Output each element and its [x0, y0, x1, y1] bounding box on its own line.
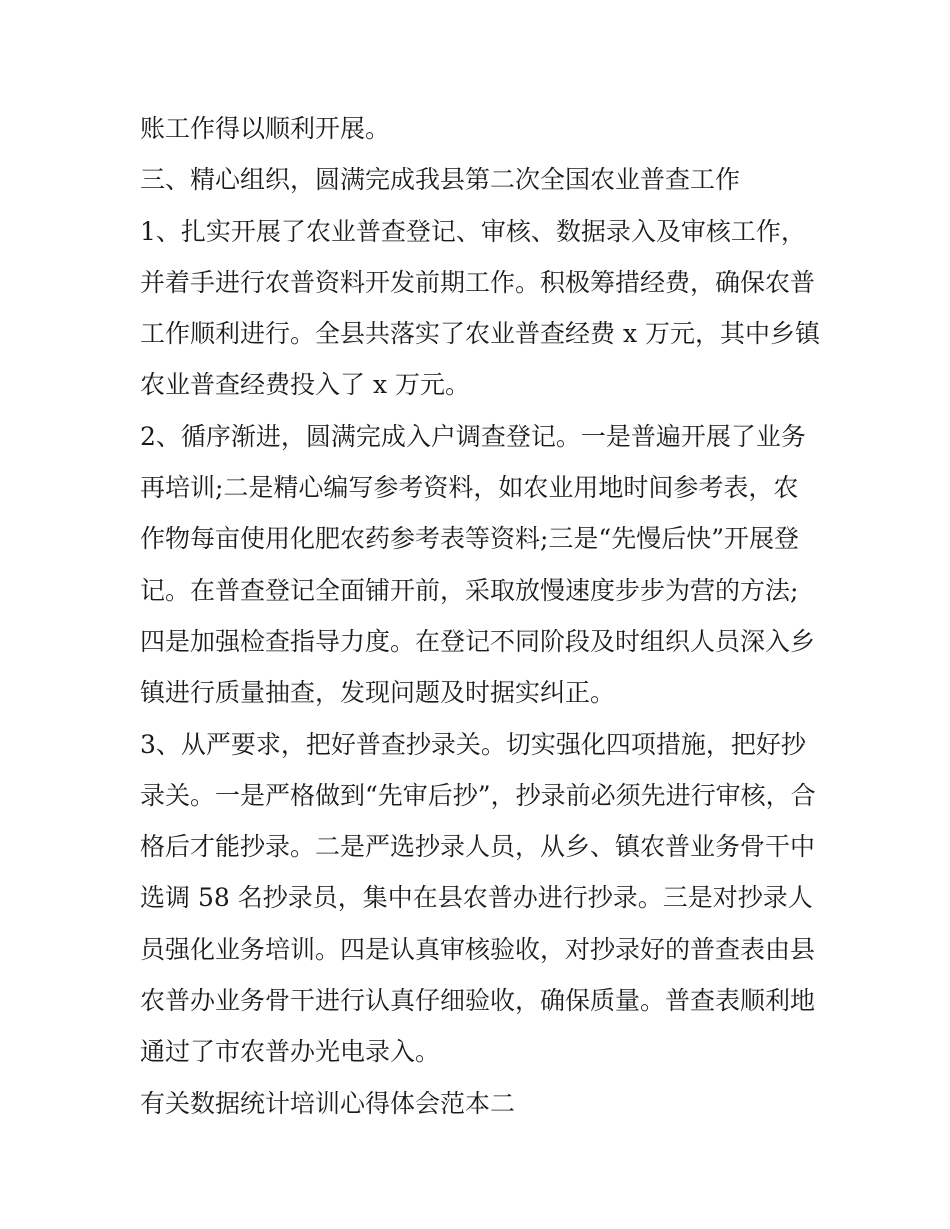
paragraph-3-line: 录关。一是严格做到“先审后抄”，抄录前必须先进行审核，合	[140, 780, 816, 810]
paragraph-1-line: 并着手进行农普资料开发前期工作。积极筹措经费，确保农普	[140, 267, 816, 297]
paragraph-3-line: 3、从严要求，把好普查抄录关。切实强化四项措施，把好抄	[140, 729, 806, 759]
paragraph-3-line: 通过了市农普办光电录入。	[140, 1037, 441, 1067]
paragraph-3-line: 农普办业务骨干进行认真仔细验收，确保质量。普查表顺利地	[140, 986, 816, 1016]
paragraph-2-line: 再培训;二是精心编写参考资料，如农业用地时间参考表，农	[140, 473, 799, 503]
paragraph-2-line: 镇进行质量抽查，发现问题及时据实纠正。	[140, 678, 616, 708]
paragraph-2-line: 作物每亩使用化肥农药参考表等资料;三是“先慢后快”开展登	[140, 524, 799, 554]
paragraph-2-line: 四是加强检查指导力度。在登记不同阶段及时组织人员深入乡	[140, 626, 816, 656]
paragraph-1-line: 农业普查经费投入了 x 万元。	[140, 370, 470, 400]
paragraph-2-line: 记。在普查登记全面铺开前，采取放慢速度步步为营的方法;	[140, 575, 799, 605]
paragraph-3-line: 格后才能抄录。二是严选抄录人员，从乡、镇农普业务骨干中	[140, 832, 816, 862]
text-line: 账工作得以顺利开展。	[140, 114, 391, 143]
paragraph-3-line: 选调 58 名抄录员，集中在县农普办进行抄录。三是对抄录人	[140, 883, 813, 913]
section-heading: 三、精心组织，圆满完成我县第二次全国农业普查工作	[140, 165, 741, 195]
paragraph-1-line: 工作顺利进行。全县共落实了农业普查经费 x 万元，其中乡镇	[140, 319, 820, 349]
paragraph-2-line: 2、循序渐进，圆满完成入户调查登记。一是普遍开展了业务	[140, 421, 806, 451]
paragraph-1-line: 1、扎实开展了农业普查登记、审核、数据录入及审核工作，	[140, 216, 806, 246]
paragraph-3-line: 员强化业务培训。四是认真审核验收，对抄录好的普查表由县	[140, 934, 816, 964]
next-section-title: 有关数据统计培训心得体会范本二	[140, 1088, 516, 1118]
document-body	[140, 103, 820, 1129]
